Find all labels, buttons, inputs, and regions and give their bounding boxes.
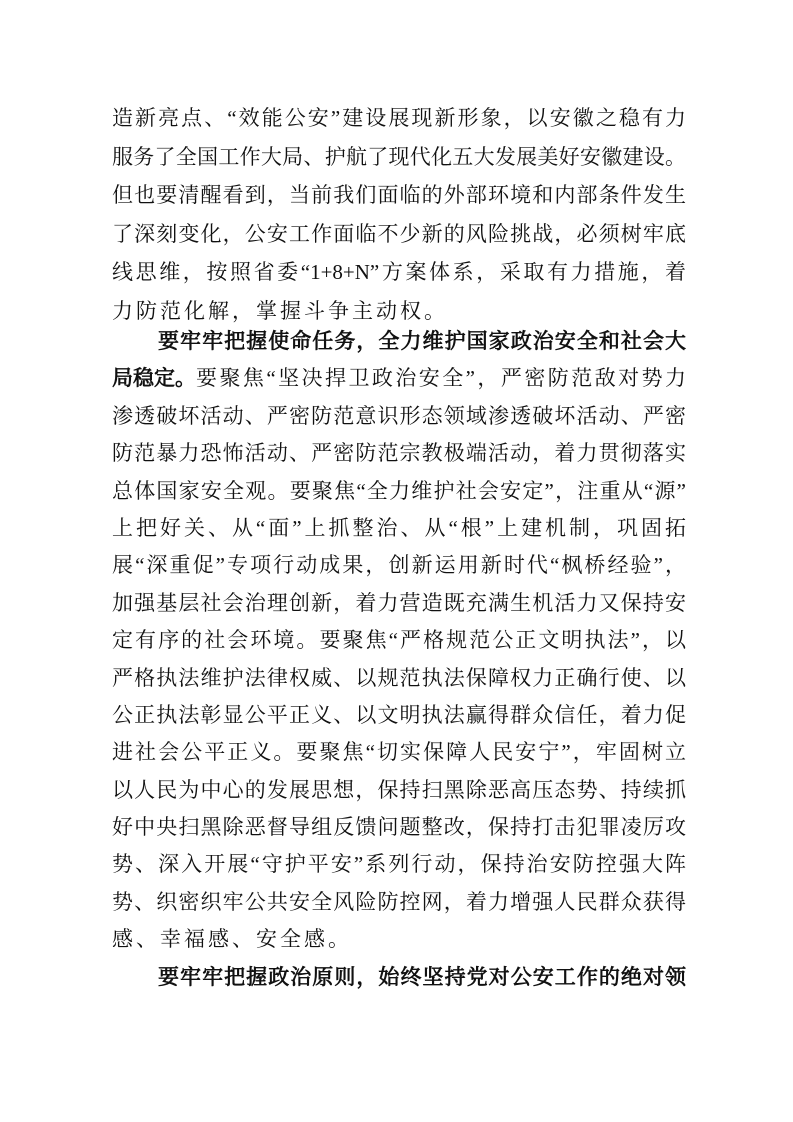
text-line: 加强基层社会治理创新，着力营造既充满生机活力又保持安 <box>112 590 686 615</box>
text-line: 造新亮点、“效能公安”建设展现新形象，以安徽之稳有力 <box>112 106 686 130</box>
text-line: 总体国家安全观。要聚焦“全力维护社会安定”，注重从“源” <box>112 478 686 503</box>
text-line: 服务了全国工作大局、护航了现代化五大发展美好安徽建设。 <box>112 144 686 169</box>
section-heading: 要牢牢把握政治原则，始终坚持党对公安工作的绝对领 <box>158 965 686 989</box>
text-line: 严格执法维护法律权威、以规范执法保障权力正确行使、以 <box>112 665 686 690</box>
text-line: 但也要清醒看到，当前我们面临的外部环境和内部条件发生 <box>112 183 686 207</box>
text-line: 展“深重促”专项行动成果，创新运用新时代“枫桥经验”， <box>112 553 686 578</box>
text-line: 以人民为中心的发展思想，保持扫黑除恶高压态势、持续抓 <box>112 777 686 802</box>
text-line: 上把好关、从“面”上抓整治、从“根”上建机制，巩固拓 <box>112 515 686 540</box>
text-line: 力防范化解，掌握斗争主动权。 <box>112 298 448 323</box>
text-line: 公正执法彰显公平正义、以文明执法赢得群众信任，着力促 <box>112 702 686 727</box>
text-line: 渗透破坏活动、严密防范意识形态领域渗透破坏活动、严密 <box>112 403 686 428</box>
text-line: 感、幸福感、安全感。 <box>112 927 352 952</box>
paragraph-2 <box>112 323 686 959</box>
text-line: 好中央扫黑除恶督导组反馈问题整改，保持打击犯罪凌厉攻 <box>112 815 686 840</box>
text-line: 势、深入开展“守护平安”系列行动，保持治安防控强大阵 <box>112 852 686 877</box>
section-heading: 要牢牢把握使命任务，全力维护国家政治安全和社会大 <box>158 329 686 353</box>
text-line: 防范暴力恐怖活动、严密防范宗教极端活动，着力贯彻落实 <box>112 441 686 466</box>
text-line: 势、织密织牢公共安全风险防控网，着力增强人民群众获得 <box>112 889 686 914</box>
paragraph-3 <box>112 958 686 997</box>
paragraph-1 <box>112 99 686 330</box>
text-line: 了深刻变化，公安工作面临不少新的风险挑战，必须树牢底 <box>112 221 686 246</box>
text-line <box>112 360 686 397</box>
text-segment: 要聚焦“坚决捍卫政治安全”，严密防范敌对势力 <box>196 366 686 391</box>
text-line: 定有序的社会环境。要聚焦“严格规范公正文明执法”，以 <box>112 628 686 653</box>
text-line: 线思维，按照省委“1+8+N”方案体系，采取有力措施，着 <box>112 260 686 284</box>
text-line: 进社会公平正义。要聚焦“切实保障人民安宁”，牢固树立 <box>112 740 686 765</box>
section-heading-end: 局稳定。 <box>112 366 196 391</box>
